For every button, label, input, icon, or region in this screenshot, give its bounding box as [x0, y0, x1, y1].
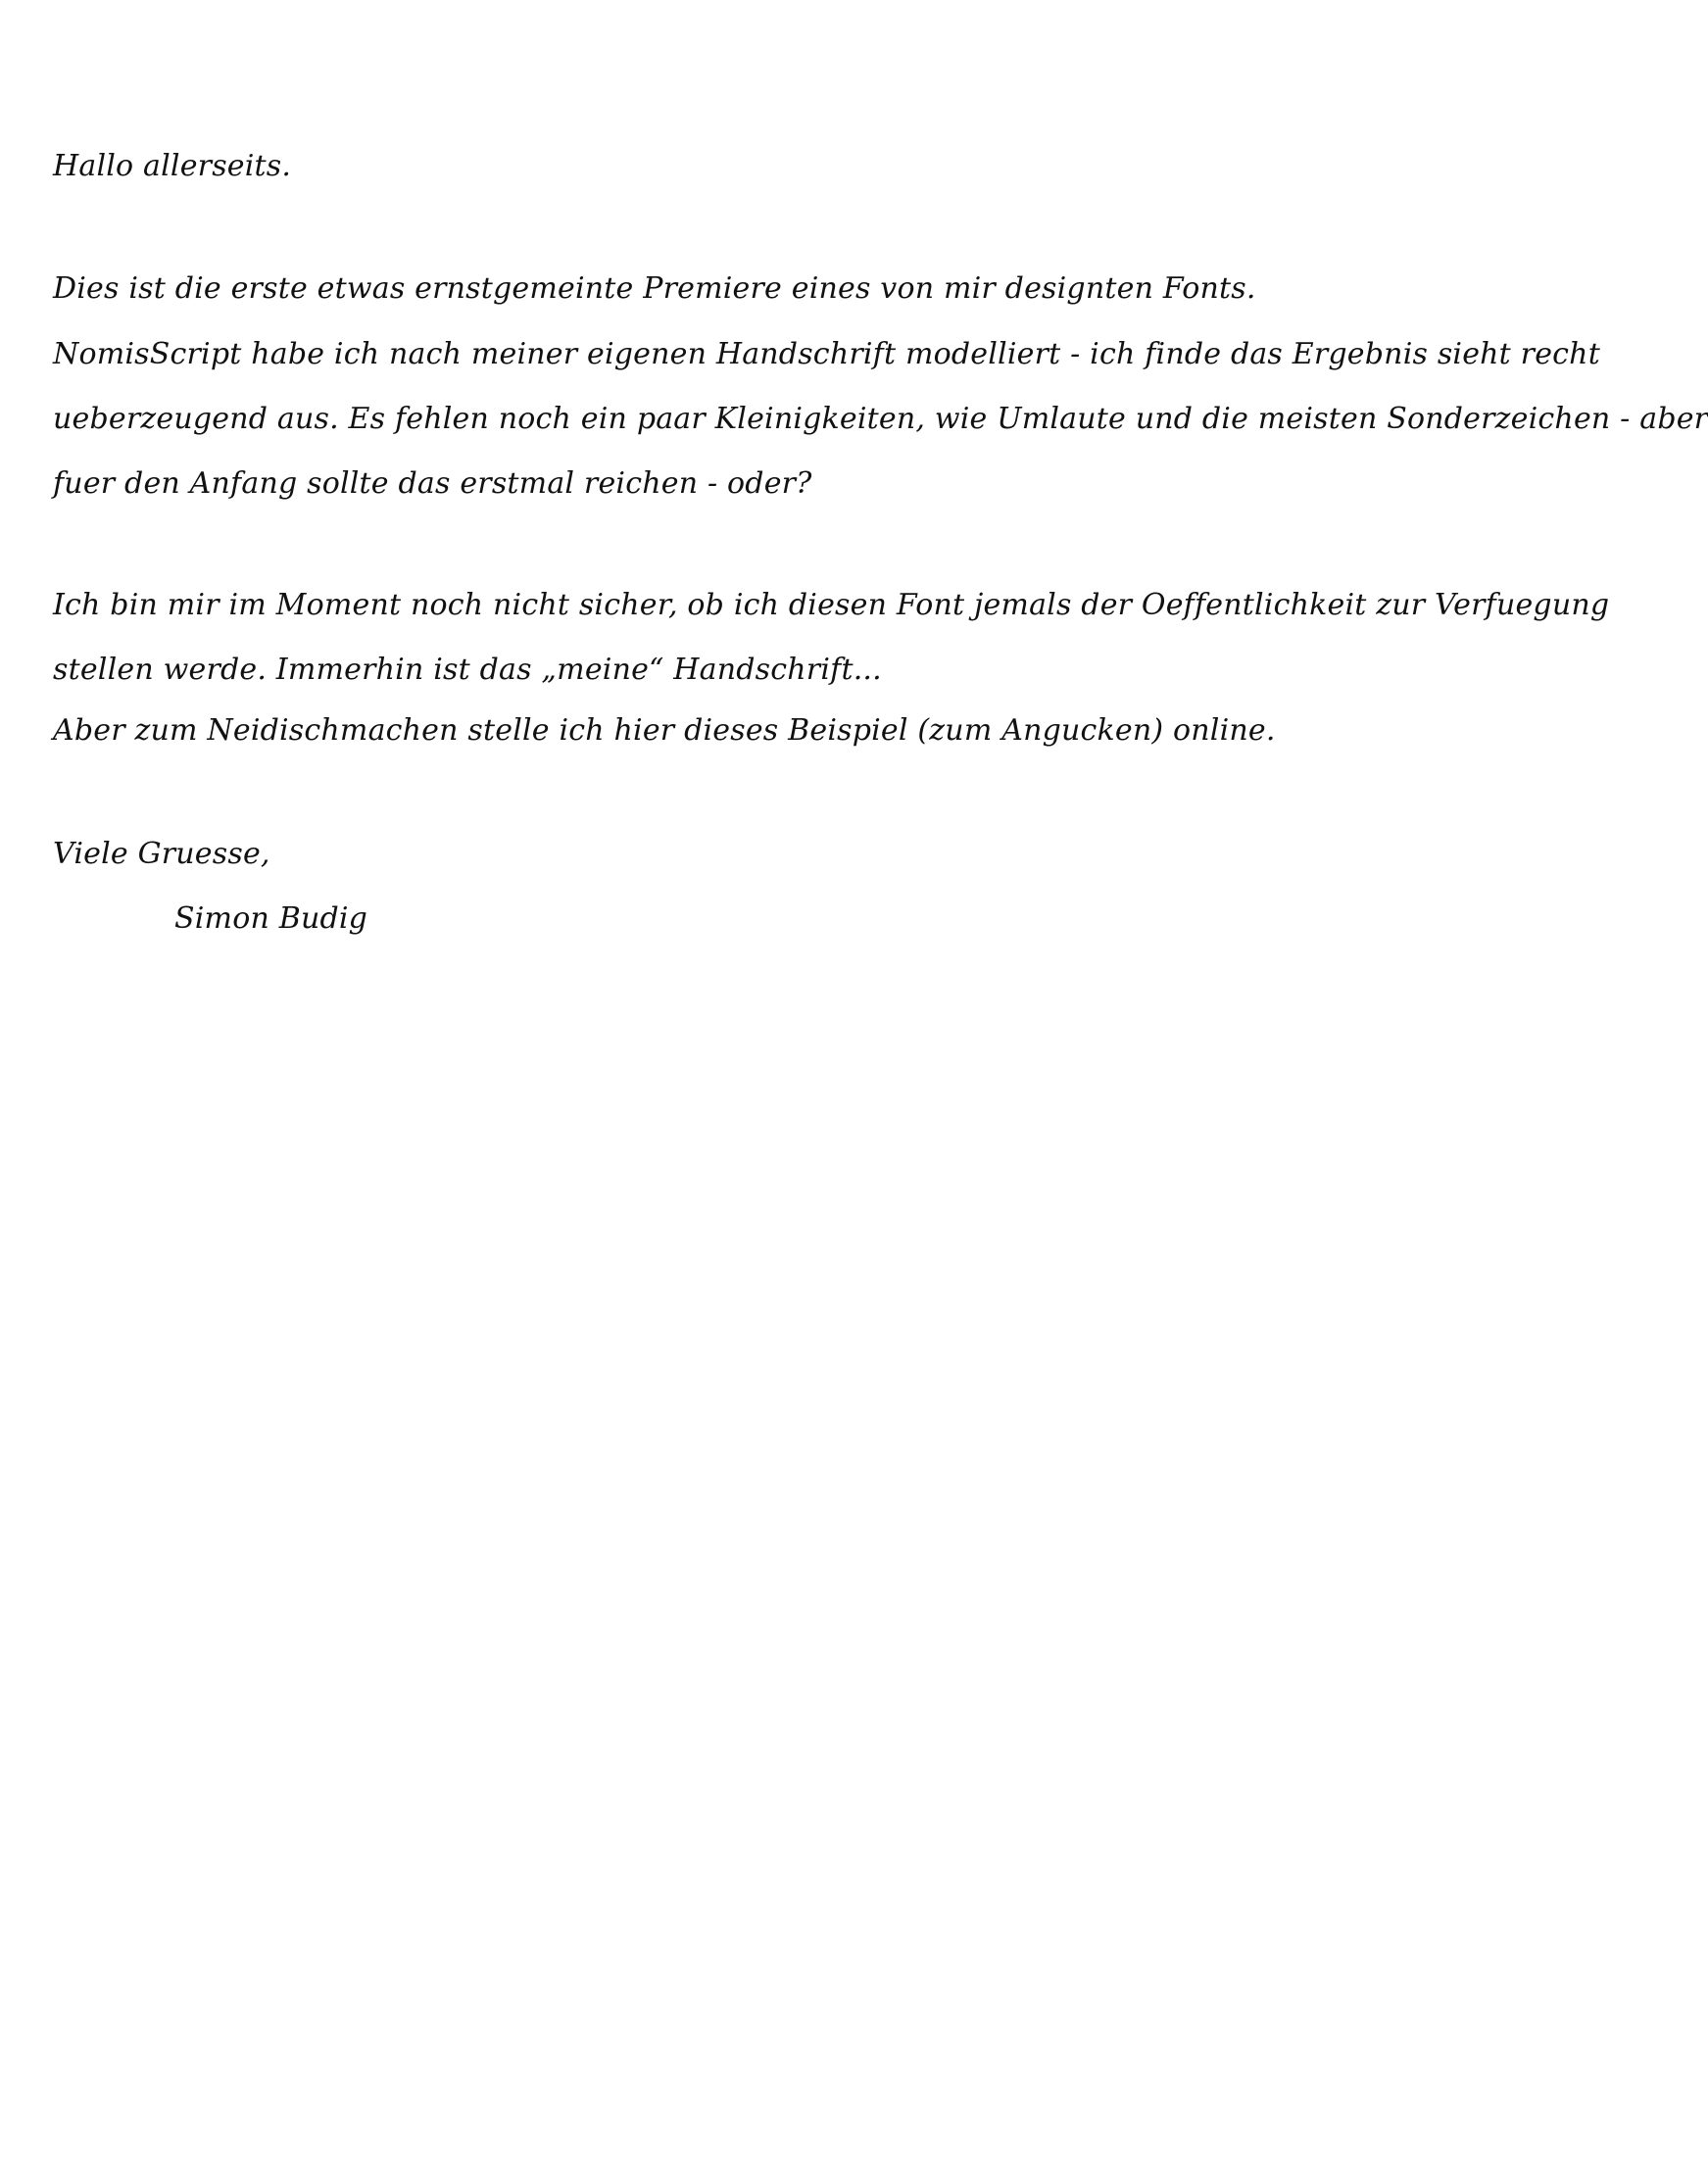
signature-line: Simon Budig	[174, 901, 368, 936]
paragraph2-line-3: Aber zum Neidischmachen stelle ich hier dieses Beispiel (zum Angucken) online.	[53, 713, 1276, 748]
closing-line: Viele Gruesse,	[53, 837, 270, 871]
paragraph1-line-1: Dies ist die erste etwas ernstgemeinte Premiere eines von mir designten Fonts.	[53, 271, 1256, 306]
paragraph2-line-2: stellen werde. Immerhin ist das „meine“ Handschrift...	[53, 653, 882, 687]
paragraph1-line-2: NomisScript habe ich nach meiner eigenen Handschrift modelliert - ich finde das Ergebnis sieht recht	[53, 337, 1600, 371]
paragraph2-line-1: Ich bin mir im Moment noch nicht sicher, ob ich diesen Font jemals der Oeffentlichkeit zur Verfuegung	[53, 588, 1610, 622]
greeting-line: Hallo allerseits.	[53, 149, 292, 183]
paragraph1-line-4: fuer den Anfang sollte das erstmal reichen - oder?	[53, 466, 812, 501]
paragraph1-line-3: ueberzeugend aus. Es fehlen noch ein paar Kleinigkeiten, wie Umlaute und die meisten Sonderzeichen - aber	[53, 402, 1708, 436]
